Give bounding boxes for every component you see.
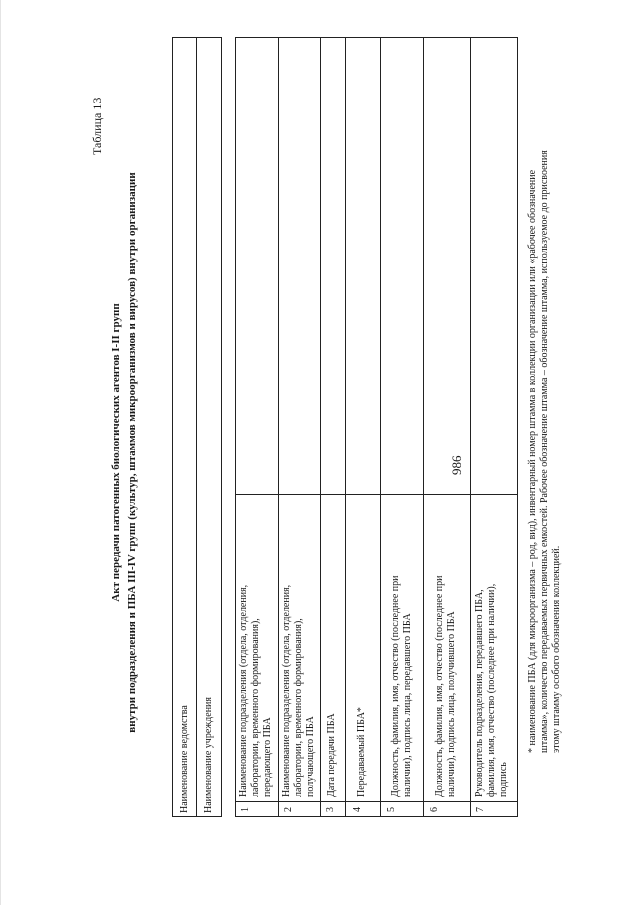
document-subtitle: внутри подразделения и ПБА III-IV групп (культур, штаммов микроорганизмов и вирусов) внутри организации [126, 172, 138, 733]
footnote-line: штамма», количество передаваемых первичных емкостей. Рабочее обозначение штамма – обозначение штамма, используемое до присвоения [539, 150, 550, 753]
table-row-label: Наименование подразделения (отдела, отделения, лаборатории, временного формирования), передающего ПБА [238, 584, 273, 797]
row-number: 7 [475, 807, 486, 812]
table-row-label: Должность, фамилия, имя, отчество (последнее при наличии), подпись лица, получившего ПБА [434, 575, 457, 797]
document-title: Акт передачи патогенных биологических агентов I-II групп [110, 303, 122, 602]
row-number: 6 [429, 807, 440, 812]
table-row-label: Должность, фамилия, имя, отчество (последнее при наличии), подпись лица, передавшего ПБА [390, 575, 413, 797]
table-number: Таблица 13 [90, 97, 104, 155]
row-number: 4 [352, 807, 363, 812]
footnote [527, 38, 563, 753]
table-row-label: Руководитель подразделения, передавшего ПБА, фамилия, имя, отчество (последнее при наличии), подпись [474, 583, 509, 797]
row-number: 1 [240, 807, 251, 812]
table-row-label: Наименование подразделения (отдела, отделения, лаборатории, временного формирования), получающего ПБА [281, 584, 316, 797]
page-number: 986 [449, 455, 464, 475]
header-cell-institution: Наименование учреждения [203, 696, 214, 813]
header-cell-ministry: Наименование ведомства [179, 705, 190, 813]
footnote-line: этому штамму особого обозначения коллекцией. [551, 545, 562, 753]
footnote-line: * наименование ПБА (для микроорганизма – род, вид), инвентарный номер штамма в коллекции организации или «рабочее обозначение [527, 169, 538, 753]
table-row-label: Передаваемый ПБА* [356, 707, 367, 797]
table-row-label: Дата передачи ПБА [326, 713, 337, 797]
row-number: 5 [386, 807, 397, 812]
row-number: 2 [283, 807, 294, 812]
row-number: 3 [325, 807, 336, 812]
